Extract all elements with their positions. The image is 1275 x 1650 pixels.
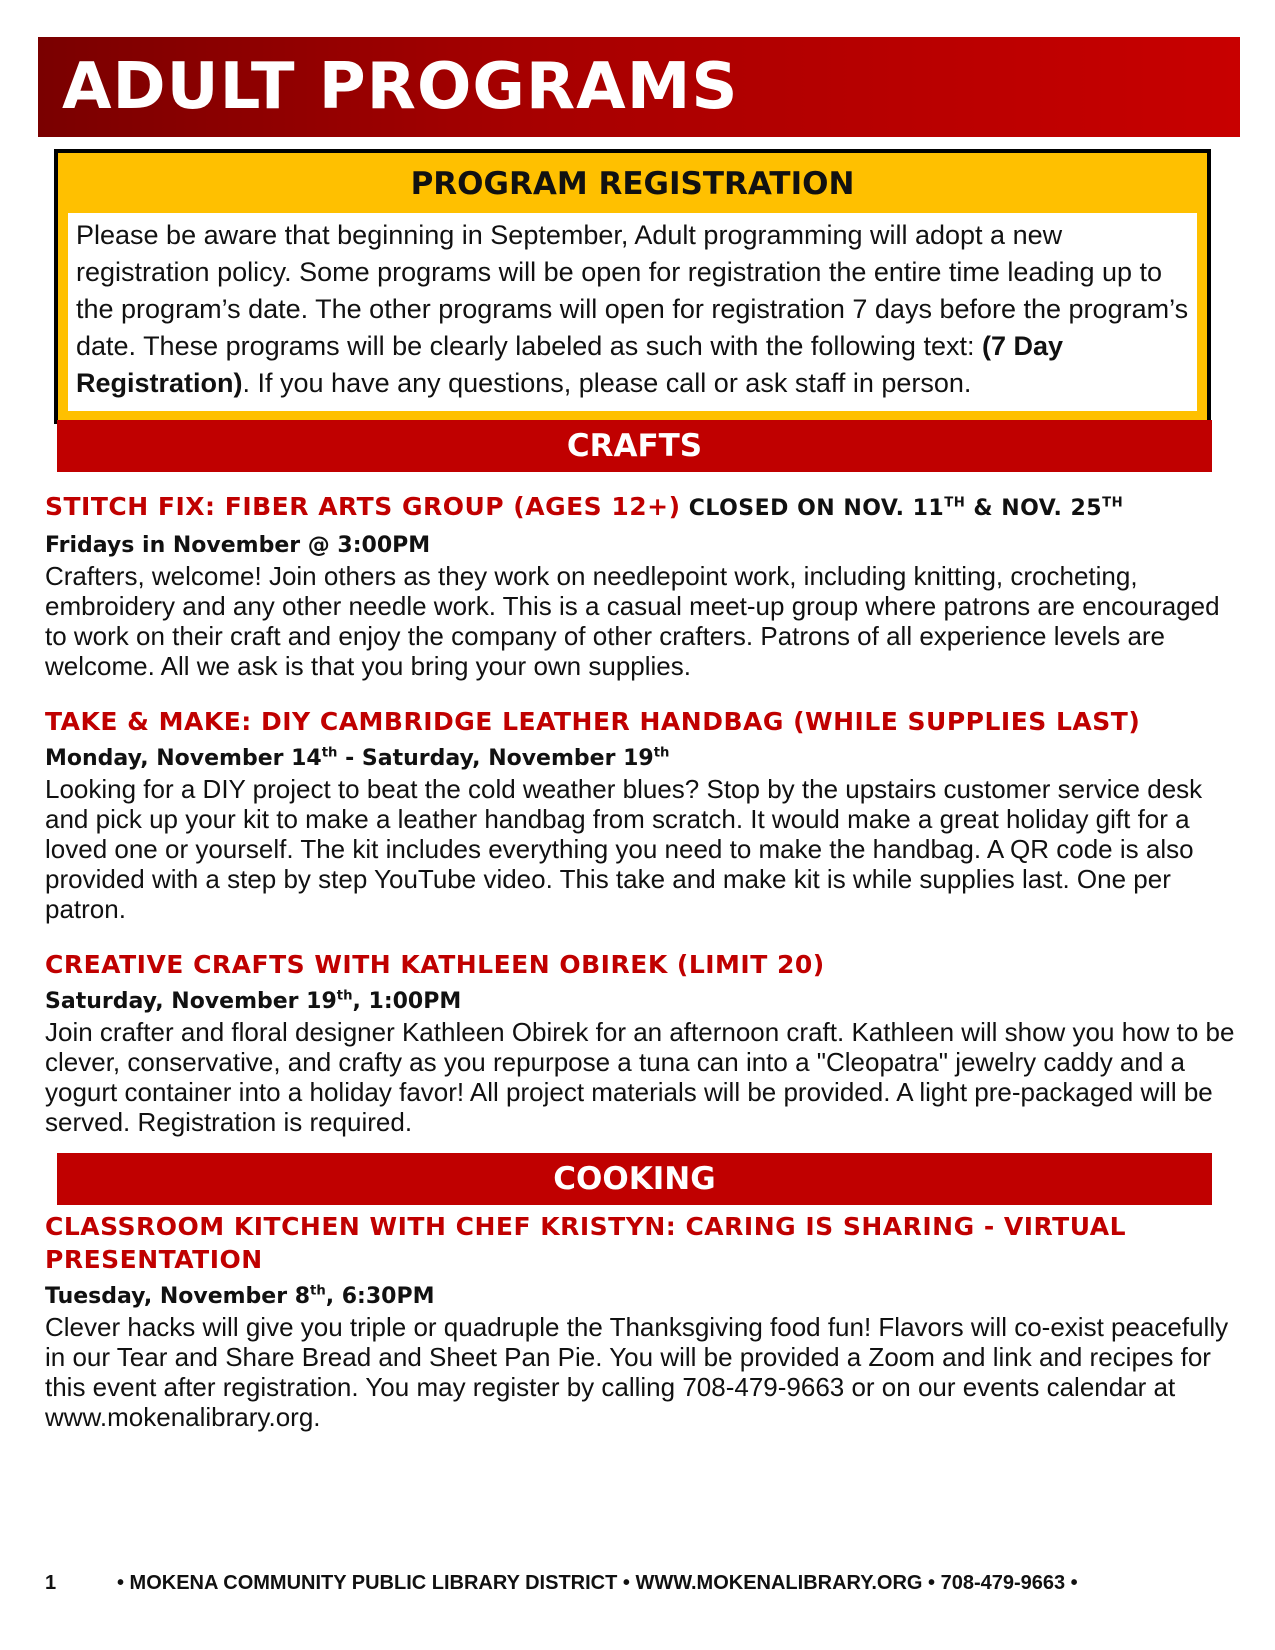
registration-title: PROGRAM REGISTRATION: [410, 166, 855, 202]
page-banner: [38, 37, 1240, 137]
page-title: ADULT PROGRAMS: [62, 50, 739, 124]
program-date: Fridays in November @ 3:00PM: [45, 533, 431, 558]
program-date-part: Tuesday, November 8: [45, 1284, 311, 1309]
program-date: [45, 1282, 1235, 1312]
program-date-part: , 1:00PM: [352, 989, 462, 1014]
program-date-part: Monday, November 14: [45, 746, 322, 771]
program-title: CREATIVE CRAFTS WITH KATHLEEN OBIREK (LIMIT 20): [45, 950, 825, 979]
program-description: Looking for a DIY project to beat the cold weather blues? Stop by the upstairs customer service desk and pick up your kit to make a leather handbag from scratch. It would make a great holiday gift for a loved one or yourself. The kit includes everything you need to make the handbag. A QR code is also provided with a step by step YouTube video. This take and make kit is while supplies last. One per patron.: [45, 774, 1203, 924]
program-date-part: - Saturday, November 19: [337, 746, 654, 771]
footer-contact: • MOKENA COMMUNITY PUBLIC LIBRARY DISTRICT • WWW.MOKENALIBRARY.ORG • 708-479-9663 •: [117, 1572, 1078, 1594]
program-title-text: STITCH FIX: FIBER ARTS GROUP (AGES 12+): [45, 492, 681, 521]
program-date: [45, 987, 1235, 1017]
program-date-sup: th: [321, 745, 338, 761]
closed-note-sup: TH: [944, 495, 966, 511]
program-description: Clever hacks will give you triple or quadruple the Thanksgiving food fun! Flavors will co-exist peacefully in our Tear and Share Bread and Sheet Pan Pie. You will be provided a Zoom and link and recipes for this event after registration. You may register by calling 708-479-9663 or on our events calendar at www.mokenalibrary.org.: [45, 1312, 1229, 1432]
program-stitch-fix: [45, 490, 1235, 681]
program-date-part: , 6:30PM: [325, 1284, 435, 1309]
program-classroom-kitchen: [45, 1210, 1235, 1432]
program-date-part: Saturday, November 19: [45, 989, 337, 1014]
closed-note: [681, 496, 1124, 521]
program-take-and-make: [45, 705, 1235, 924]
program-title: TAKE & MAKE: DIY CAMBRIDGE LEATHER HANDBAG (WHILE SUPPLIES LAST): [45, 707, 1141, 736]
program-description: Crafters, welcome! Join others as they work on needlepoint work, including knitting, crocheting, embroidery and any other needle work. This is a casual meet-up group where patrons are encouraged to work on their craft and enjoy the company of other crafters. Patrons of all experience levels are welcome. All we ask is that you bring your own supplies.: [45, 561, 1220, 681]
section-heading-crafts: CRAFTS: [57, 420, 1212, 472]
program-title: CLASSROOM KITCHEN WITH CHEF KRISTYN: CARING IS SHARING - VIRTUAL PRESENTATION: [45, 1212, 1127, 1274]
registration-body: [68, 213, 1197, 411]
program-date-sup: th: [310, 1283, 326, 1299]
program-creative-crafts: [45, 948, 1235, 1137]
program-title: [45, 490, 1235, 525]
program-date-sup: th: [336, 988, 353, 1004]
registration-text-before: Please be aware that beginning in September, Adult programming will adopt a new registration policy. Some programs will be open for registration the entire time leading up to the program’s date. The other programs will open for registration 7 days before the program’s date. These programs will be clearly labeled as such with the following text:: [76, 220, 1189, 361]
registration-box: [54, 149, 1211, 424]
closed-note-part: & NOV. 25: [965, 496, 1103, 521]
program-date-sup: th: [653, 745, 670, 761]
registration-text-after: . If you have any questions, please call or ask staff in person.: [242, 368, 972, 398]
page-number: 1: [45, 1572, 57, 1594]
closed-note-part: CLOSED ON NOV. 11: [680, 496, 945, 521]
registration-bold-text: (7 Day Registration): [76, 331, 1064, 398]
registration-text: [76, 217, 1189, 402]
program-description: Join crafter and floral designer Kathleen Obirek for an afternoon craft. Kathleen will show you how to be clever, conservative, and crafty as you repurpose a tuna can into a "Cleopatra" jewelry caddy and a yogurt container into a holiday favor! All project materials will be provided. A light pre-packaged will be served. Registration is required.: [45, 1017, 1235, 1137]
program-date: [45, 744, 1235, 774]
section-heading-cooking: COOKING: [57, 1153, 1212, 1205]
closed-note-sup: TH: [1102, 495, 1124, 511]
